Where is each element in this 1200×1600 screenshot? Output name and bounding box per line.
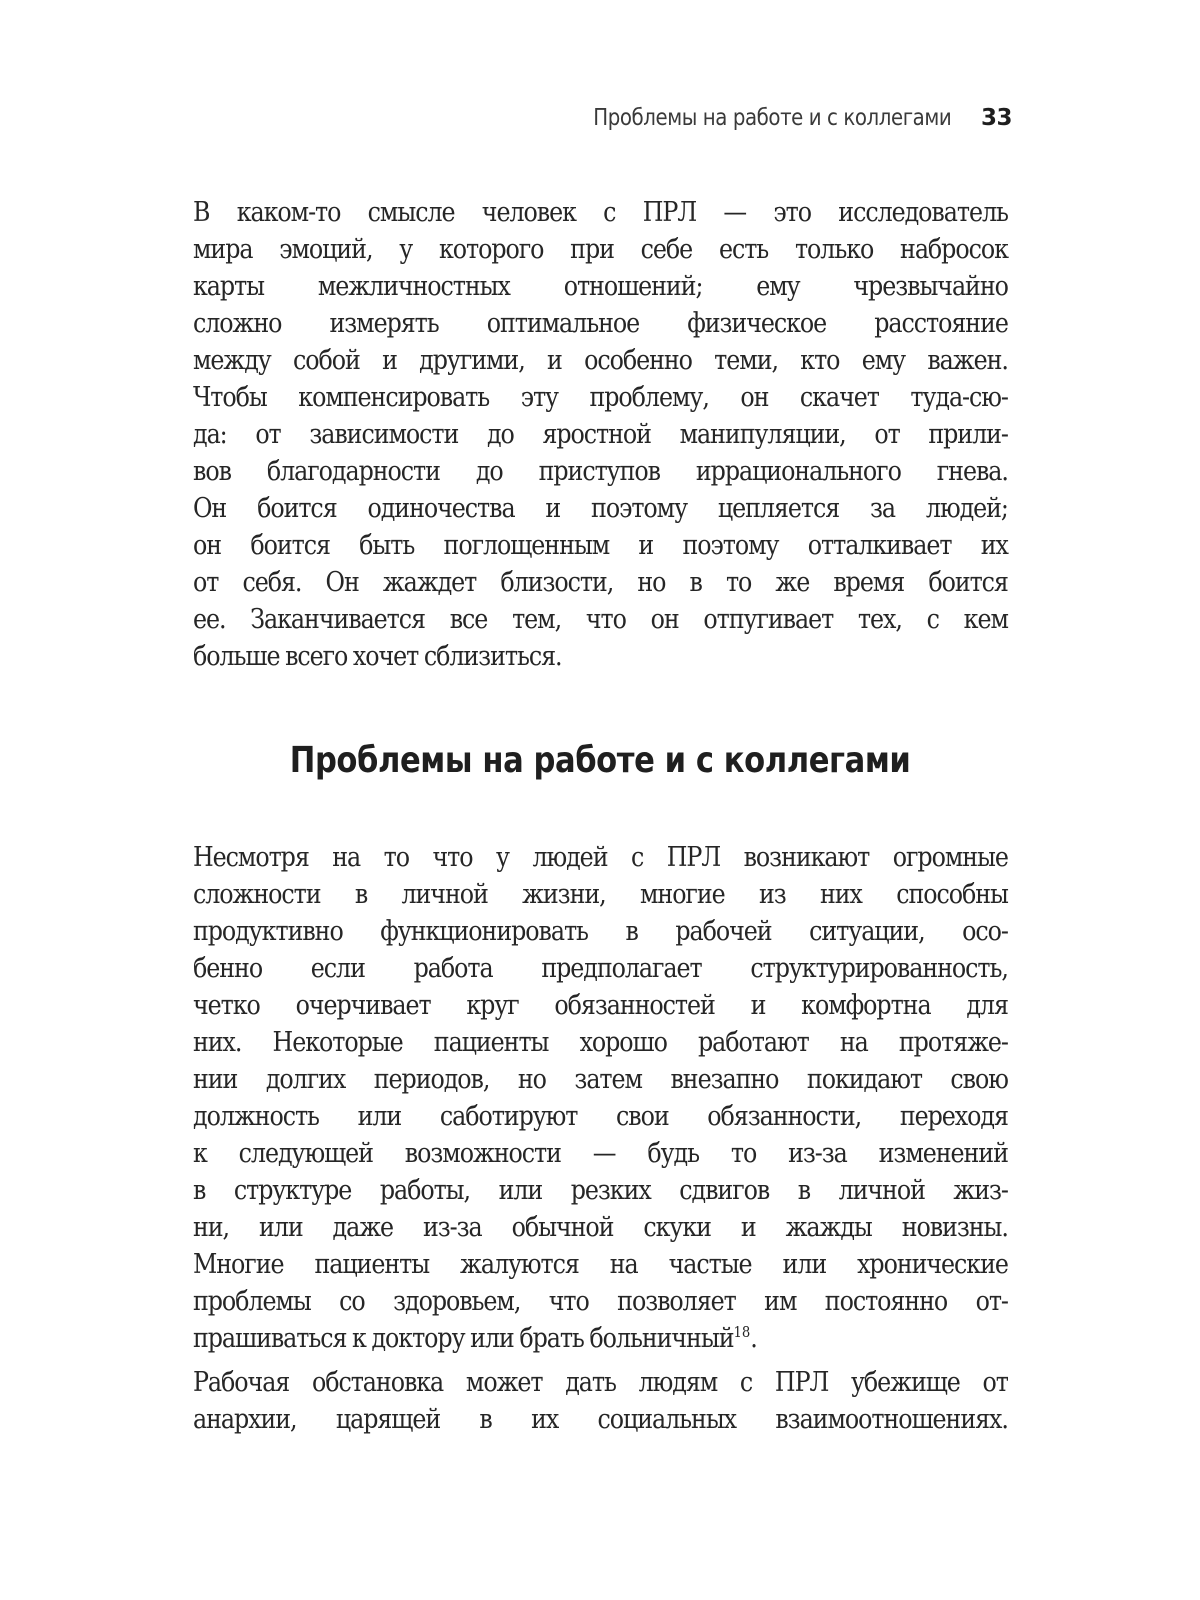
text-line: бенно если работа предполагает структурированность, (193, 953, 1008, 984)
text-line: продуктивно функционировать в рабочей ситуации, осо- (193, 916, 1008, 947)
text-line: четко очерчивает круг обязанностей и комфортна для (193, 990, 1008, 1021)
paragraph-2 (193, 839, 1008, 1357)
footnote-reference[interactable]: 18 (733, 1323, 751, 1341)
text-line: к следующей возможности — будь то из-за изменений (193, 1138, 1008, 1169)
text-line: сложности в личной жизни, многие из них способны (193, 879, 1008, 910)
text-line: Несмотря на то что у людей с ПРЛ возникают огромные (193, 842, 1008, 873)
section-heading-text: Проблемы на работе и с коллегами (289, 740, 911, 781)
text-line: он боится быть поглощенным и поэтому отталкивает их (193, 530, 1008, 561)
text-line: мира эмоций, у которого при себе есть только набросок (193, 234, 1008, 265)
text-line: от себя. Он жаждет близости, но в то же время боится (193, 567, 1008, 598)
text-line: сложно измерять оптимальное физическое расстояние (193, 308, 1008, 339)
text-line: должность или саботируют свои обязанности, переходя (193, 1101, 1008, 1132)
text-line: них. Некоторые пациенты хорошо работают на протяже- (193, 1027, 1008, 1058)
page-number: 33 (980, 105, 1012, 131)
paragraph-1 (193, 194, 1008, 675)
section-heading (0, 740, 1200, 781)
text-line: да: от зависимости до яростной манипуляции, от прили- (193, 419, 1008, 450)
text-line: Рабочая обстановка может дать людям с ПРЛ убежище от (193, 1367, 1008, 1398)
text-line: Многие пациенты жалуются на частые или хронические (193, 1249, 1008, 1280)
text-line: анархии, царящей в их социальных взаимоотношениях. (193, 1404, 1008, 1435)
text-line: в структуре работы, или резких сдвигов в личной жиз- (193, 1175, 1008, 1206)
paragraph-3 (193, 1364, 1008, 1438)
text-line: больше всего хочет сблизиться. (193, 641, 562, 672)
text-line: Он боится одиночества и поэтому цепляется за людей; (193, 493, 1008, 524)
text-line: ее. Заканчивается все тем, что он отпугивает тех, с кем (193, 604, 1008, 635)
text-line: нии долгих периодов, но затем внезапно покидают свою (193, 1064, 1008, 1095)
text-line: между собой и другими, и особенно теми, кто ему важен. (193, 345, 1008, 376)
text-line: В каком-то смысле человек с ПРЛ — это исследователь (193, 197, 1008, 228)
text-line-with-footnote (193, 1320, 1008, 1357)
running-header-title: Проблемы на работе и с коллегами (592, 105, 951, 131)
text-line: прашиваться к доктору или брать больничный (193, 1323, 734, 1354)
text-line: Чтобы компенсировать эту проблему, он скачет туда-сю- (193, 382, 1008, 413)
running-header (0, 98, 1012, 138)
text-line: вов благодарности до приступов иррационального гнева. (193, 456, 1008, 487)
text-line: карты межличностных отношений; ему чрезвычайно (193, 271, 1008, 302)
text-line: проблемы со здоровьем, что позволяет им постоянно от- (193, 1286, 1008, 1317)
text-line: ни, или даже из-за обычной скуки и жажды новизны. (193, 1212, 1008, 1243)
trailing-punctuation: . (750, 1323, 757, 1354)
